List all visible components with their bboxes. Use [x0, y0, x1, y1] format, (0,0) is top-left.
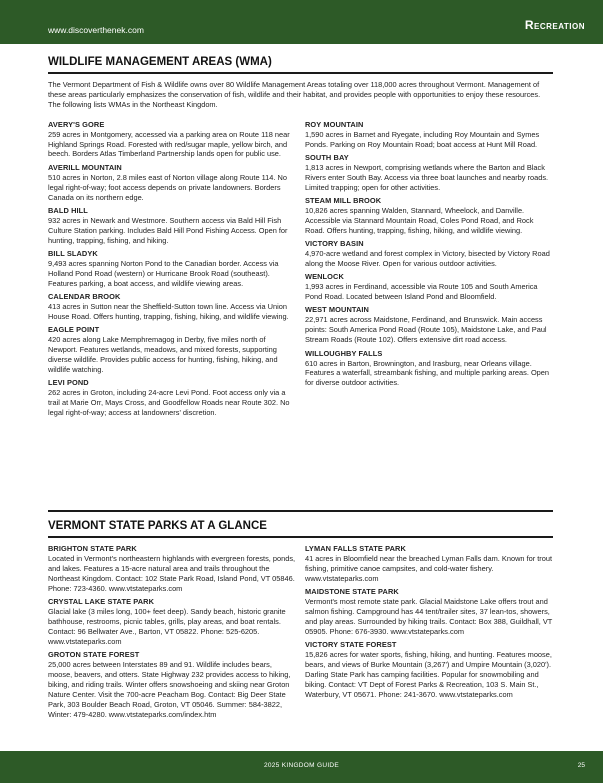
- wma-entry: [48, 120, 296, 160]
- entry-name: MAIDSTONE STATE PARK: [305, 587, 399, 597]
- entry-name: WENLOCK: [305, 272, 344, 282]
- wma-entry: [48, 292, 296, 322]
- parks-left-column: [48, 544, 296, 723]
- entry-desc: 610 acres in Barton, Brownington, and Irasburg, near Orleans village. Features a waterfall, streambank fishing, and multiple parking areas. Open for diverse outdoor activities.: [305, 358, 550, 388]
- entry-desc: 259 acres in Montgomery, accessed via a parking area on Route 118 near Highland Springs Road. Forested with red/sugar maple, yellow birch, and beech. Borders Atlas Timberland Partnership lands open for public use.: [48, 129, 290, 159]
- entry-desc: 4,970-acre wetland and forest complex in Victory, bisected by Victory Road along the Moose River. Open for various outdoor activities.: [305, 249, 550, 268]
- entry-desc: 1,590 acres in Barnet and Ryegate, including Roy Mountain and Symes Ponds. Parking on Roy Mountain Road; boat access at Hunt Mill Road.: [305, 129, 540, 149]
- entry-name: VICTORY STATE FOREST: [305, 640, 397, 650]
- park-entry: [48, 544, 296, 594]
- header-bar: [0, 0, 603, 44]
- entry-name: EAGLE POINT: [48, 325, 100, 335]
- wma-right-column: [305, 120, 553, 422]
- entry-name: LEVI POND: [48, 378, 89, 388]
- entry-name: CALENDAR BROOK: [48, 292, 121, 302]
- entry-desc: Glacial lake (3 miles long, 100+ feet deep). Sandy beach, historic granite bathhouse, restrooms, picnic tables, grills, play areas, and boat rentals. Contact: 96 Bellwater Ave., Barton, VT 05822. Phone: 525-6205. www.vtstateparks.com: [48, 607, 286, 646]
- wma-entry: [305, 349, 553, 389]
- entry-desc: 15,826 acres for water sports, fishing, hiking, and hunting. Features moose, bears, and views of Burke Mountain (3,267') and Umpire Mountain (3,020'). Darling State Park has camping facilities. Popular for snowmobiling and biking. Contact: VT Dept of Forest Parks & Recreation, 103 S. Main St., Waterbury, VT 05671. Phone: 241-3670. www.vtstateparks.com: [305, 650, 552, 699]
- wma-section: [48, 54, 553, 421]
- wma-entry: [48, 378, 296, 418]
- entry-desc: Located in Vermont's northeastern highlands with evergreen forests, ponds, and lakes. Features a 15-acre natural area and trails throughout the Northeast Kingdom. Contact: 102 State Park Road, Island Pond, VT 05846. Phone: 723-4360. www.vtstateparks.com: [48, 554, 296, 593]
- entry-name: BRIGHTON STATE PARK: [48, 544, 137, 553]
- park-entry: [305, 544, 553, 584]
- wma-entry: [48, 206, 296, 246]
- park-entry: [305, 587, 553, 637]
- entry-name: ROY MOUNTAIN: [305, 119, 364, 129]
- parks-section: [48, 510, 553, 723]
- entry-name: BALD HILL: [48, 205, 88, 215]
- wma-entry: [305, 305, 553, 345]
- park-entry: [305, 640, 553, 700]
- footer-bar: [0, 751, 603, 783]
- entry-desc: 25,000 acres between Interstates 89 and 91. Wildlife includes bears, moose, beavers, and otters. State Highway 232 provides access to hiking, biking, and riding trails. Winter offers snowshoeing and skiing near Groton Nature Center. Visit the 700-acre Peacham Bog. Contact: Big Deer State Park, 303 Boulder Beach Road, Groton, VT 05046. Summer: 584-3822, Winter: 479-4280. www.vtstateparks.com/index.htm: [48, 660, 291, 719]
- entry-name: WEST MOUNTAIN: [305, 305, 369, 315]
- wma-entry: [305, 153, 553, 193]
- wma-heading: WILDLIFE MANAGEMENT AREAS (WMA): [48, 56, 272, 68]
- site-url[interactable]: www.discoverthenek.com: [48, 25, 144, 35]
- divider: [48, 536, 553, 538]
- entry-desc: 262 acres in Groton, including 24-acre Levi Pond. Foot access only via a trail at Marie Orr, Mays Cross, and Goodfellow Roads near Route 302. No legal right-of-way; access at landowners' discretion.: [48, 388, 290, 418]
- entry-name: AVERILL MOUNTAIN: [48, 162, 122, 172]
- entry-desc: 510 acres in Norton, 2.8 miles east of Norton village along Route 114. No legal right-of-way; foot access depends on private landowners. Borders Canada on its northern edge.: [48, 172, 287, 202]
- section-title: Recreation: [524, 18, 585, 32]
- wma-entry: [48, 325, 296, 375]
- entry-desc: 41 acres in Bloomfield near the breached Lyman Falls dam. Known for trout fishing, primitive canoe campsites, and cold-water fishery. www.vtstateparks.com: [305, 554, 553, 583]
- entry-name: LYMAN FALLS STATE PARK: [305, 544, 406, 553]
- entry-name: BILL SLADYK: [48, 248, 98, 258]
- park-entry: [48, 650, 296, 719]
- entry-desc: Vermont's most remote state park. Glacial Maidstone Lake offers trout and salmon fishing. Campground has 44 tent/trailer sites, 37 lean-tos, showers, and play areas. Surrounded by hiking trails. Contact: Box 388, Guildhall, VT 05905. Phone: 676-3930. www.vtstateparks.com: [305, 597, 553, 636]
- parks-right-column: [305, 544, 553, 723]
- divider: [48, 510, 553, 512]
- park-entry: [48, 597, 296, 647]
- entry-name: SOUTH BAY: [305, 152, 349, 162]
- wma-entry: [48, 163, 296, 203]
- entry-name: GROTON STATE FOREST: [48, 650, 140, 660]
- wma-entry: [305, 120, 553, 150]
- wma-entry: [305, 239, 553, 269]
- entry-name: STEAM MILL BROOK: [305, 195, 382, 205]
- wma-entry: [305, 196, 553, 236]
- entry-name: AVERY'S GORE: [48, 119, 105, 129]
- wma-entry: [305, 272, 553, 302]
- entry-desc: 413 acres in Sutton near the Sheffield-Sutton town line. Access via Union House Road. Offers hunting, trapping, fishing, hiking, and wildlife viewing.: [48, 302, 289, 321]
- entry-desc: 22,971 acres across Maidstone, Ferdinand, and Brunswick. Main access points: South America Pond Road (Route 105), Maidstone Lake, and Paul Stream Roads (Route 102). Offers extensive dirt road access.: [305, 315, 547, 345]
- parks-heading: VERMONT STATE PARKS AT A GLANCE: [48, 520, 267, 532]
- entry-desc: 9,493 acres spanning Norton Pond to the Canadian border. Access via Holland Pond Road (western) or Hurricane Brook Road (southeast). Features parking, a boat access, and wildlife viewing areas.: [48, 258, 279, 288]
- page-number: 25: [577, 762, 585, 769]
- entry-desc: 1,993 acres in Ferdinand, accessible via Route 105 and South America Pond Road. Located between Island Pond and Bloomfield.: [305, 282, 538, 302]
- entry-desc: 10,826 acres spanning Walden, Stannard, Wheelock, and Danville. Accessible via Stannard Mountain Road, Coles Pond Road, and Rock Road. Offers hunting, trapping, fishing, hiking, and wildlife viewing.: [305, 205, 534, 235]
- entry-desc: 932 acres in Newark and Westmore. Southern access via Bald Hill Fish Culture Station parking. Includes Bald Hill Pond Fishing Access. Open for hunting, trapping, fishing, and hiking.: [48, 215, 288, 245]
- guide-title: 2025 KINGDOM GUIDE: [263, 762, 340, 769]
- entry-desc: 1,813 acres in Newport, comprising wetlands where the Barton and Black Rivers enter South Bay. Access via three boat launches and nearby roads. Limited trapping; open for other activities.: [305, 162, 549, 192]
- entry-name: CRYSTAL LAKE STATE PARK: [48, 597, 155, 607]
- wma-left-column: [48, 120, 296, 422]
- wma-intro: The Vermont Department of Fish & Wildlife owns over 80 Wildlife Management Areas totaling over 118,000 acres throughout Vermont. Management of these areas particularly emphasizes the conservation of fish, wildlife and their habitat, and provides people with opportunities to enjoy these resources. The following lists WMAs in the Northeast Kingdom.: [48, 80, 541, 110]
- entry-desc: 420 acres along Lake Memphremagog in Derby, five miles north of Newport. Features wetlands, meadows, and mixed forests, supporting diverse wildlife. Provides public access for hunting, fishing, hiking, and wildlife watching.: [48, 335, 278, 374]
- entry-name: VICTORY BASIN: [305, 239, 364, 249]
- divider: [48, 72, 553, 74]
- entry-name: WILLOUGHBY FALLS: [305, 348, 383, 358]
- wma-entry: [48, 249, 296, 289]
